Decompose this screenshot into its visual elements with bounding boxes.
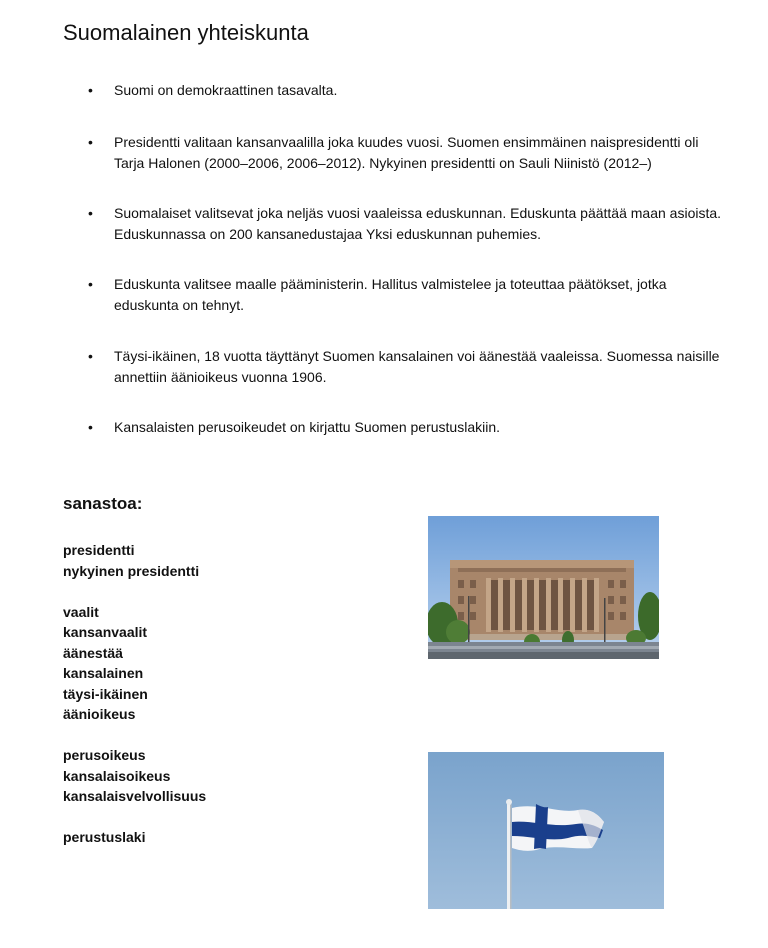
list-item-text: Kansalaisten perusoikeudet on kirjattu Suomen perustuslakiin. (114, 419, 501, 435)
vocab-word: kansalaisvelvollisuus (63, 788, 207, 804)
finnish-flag-illustration (428, 752, 664, 909)
list-item-text: Täysi-ikäinen, 18 vuotta täyttänyt Suomen kansalainen voi äänestää vaaleissa. Suomessa naisille annettiin äänioikeus vuonna 1906. (114, 348, 720, 385)
vocab-word: presidentti (63, 542, 135, 558)
list-item (88, 417, 748, 438)
list-item (88, 132, 728, 174)
vocab-spacer (63, 725, 206, 746)
list-item-text: Eduskunta valitsee maalle pääministerin. Hallitus valmistelee ja toteuttaa päätökset, jotka eduskunta on tehnyt. (114, 276, 667, 313)
list-item-text: Presidentti valitaan kansanvaalilla joka kuudes vuosi. Suomen ensimmäinen naispresidentti oli Tarja Halonen (2000–2006, 2006–2012). Nykyinen presidentti on Sauli Niinistö (2012–) (114, 134, 699, 171)
parliament-house-illustration (428, 516, 659, 659)
list-item (88, 274, 728, 316)
list-item (88, 203, 728, 245)
bullet-dot: • (88, 205, 93, 221)
page-title: Suomalainen yhteiskunta (63, 20, 309, 45)
vocabulary-heading: sanastoa: (63, 494, 143, 513)
list-item (88, 80, 748, 101)
vocab-word: kansanvaalit (63, 624, 148, 640)
vocab-word: kansalainen (63, 665, 144, 681)
bullet-dot: • (88, 134, 93, 150)
list-item (88, 346, 728, 388)
vocab-word: kansalaisoikeus (63, 767, 171, 784)
vocab-word: perustuslaki (63, 829, 146, 845)
parliament-house-photo (428, 516, 659, 659)
finnish-flag-photo (428, 752, 664, 909)
bullet-dot: • (88, 276, 93, 292)
vocab-spacer (63, 807, 206, 828)
vocab-spacer (63, 581, 206, 602)
vocab-word: perusoikeus (63, 747, 146, 763)
bullet-dot: • (88, 419, 93, 435)
list-item-text: Suomi on demokraattinen tasavalta. (114, 82, 338, 98)
vocab-word: vaalit (63, 603, 99, 620)
vocab-word: täysi-ikäinen (63, 685, 148, 702)
vocab-word: äänestää (63, 644, 123, 661)
vocab-word: äänioikeus (63, 706, 136, 722)
list-item-text: Suomalaiset valitsevat joka neljäs vuosi vaaleissa eduskunnan. Eduskunta päättää maan asioista. Eduskunnassa on 200 kansanedustajaa Yksi eduskunnan puhemies. (114, 205, 722, 242)
bullet-dot: • (88, 348, 93, 364)
bullet-dot: • (88, 82, 93, 98)
vocabulary-list (63, 540, 206, 848)
vocab-word: nykyinen presidentti (63, 562, 200, 579)
